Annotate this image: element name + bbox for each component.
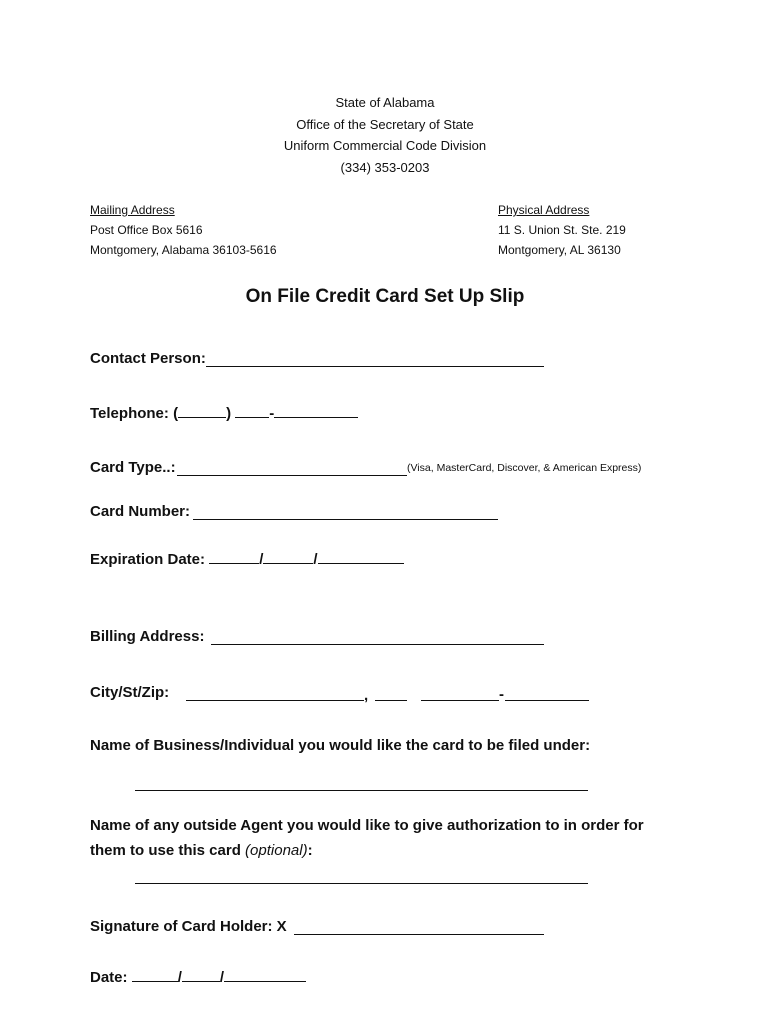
expiration-month[interactable] xyxy=(209,550,259,564)
header-office: Office of the Secretary of State xyxy=(296,117,474,132)
physical-address-heading: Physical Address xyxy=(498,203,590,217)
contact-person-label: Contact Person: xyxy=(90,350,206,367)
expiration-date-label: Expiration Date: xyxy=(90,551,206,568)
mailing-address-heading: Mailing Address xyxy=(90,203,175,217)
mailing-address-line1: Post Office Box 5616 xyxy=(90,223,203,237)
telephone-label: Telephone: xyxy=(90,405,169,422)
header-division: Uniform Commercial Code Division xyxy=(283,138,487,153)
expiration-year[interactable] xyxy=(318,550,404,564)
mailing-address-line2: Montgomery, Alabama 36103-5616 xyxy=(90,243,277,257)
date-field[interactable]: Date: / / xyxy=(90,968,306,986)
city-field[interactable] xyxy=(186,700,364,701)
zip-dash: - xyxy=(499,686,504,703)
city-state-zip-label: City/St/Zip: xyxy=(90,684,170,701)
expiration-day[interactable] xyxy=(263,550,313,564)
agent-label-line2: them to use this card (optional): xyxy=(90,842,313,859)
date-day[interactable] xyxy=(182,968,220,982)
contact-person-field[interactable] xyxy=(206,366,544,367)
agent-optional-note: (optional) xyxy=(245,842,308,859)
physical-address-line1: 11 S. Union St. Ste. 219 xyxy=(498,223,626,237)
agent-label-line1: Name of any outside Agent you would like to give authorization to in order for xyxy=(90,817,644,834)
date-label: Date: xyxy=(90,969,128,986)
comma-separator: , xyxy=(364,687,369,704)
card-type-label: Card Type..: xyxy=(90,459,176,476)
business-name-label: Name of Business/Individual you would like the card to be filed under: xyxy=(90,737,591,754)
zip-extension-field[interactable] xyxy=(505,700,589,701)
agent-name-field[interactable] xyxy=(135,883,588,884)
agent-label-text: them to use this card xyxy=(90,842,241,859)
date-month[interactable] xyxy=(132,968,178,982)
signature-field[interactable] xyxy=(294,934,544,935)
billing-address-field[interactable] xyxy=(211,644,544,645)
expiration-date-field[interactable]: Expiration Date: / / xyxy=(90,550,404,568)
card-number-label: Card Number: xyxy=(90,503,191,520)
telephone-prefix[interactable] xyxy=(235,404,269,418)
card-type-note: (Visa, MasterCard, Discover, & American Express) xyxy=(407,462,642,474)
header-state: State of Alabama xyxy=(335,95,435,110)
business-name-field[interactable] xyxy=(135,790,588,791)
billing-address-label: Billing Address: xyxy=(90,628,205,645)
telephone-number[interactable] xyxy=(274,404,358,418)
telephone-field[interactable]: Telephone: ( ) - xyxy=(90,404,358,422)
state-field[interactable] xyxy=(375,700,407,701)
header-phone: (334) 353-0203 xyxy=(340,160,430,175)
signature-label: Signature of Card Holder: X xyxy=(90,918,287,935)
physical-address-line2: Montgomery, AL 36130 xyxy=(498,243,621,257)
date-year[interactable] xyxy=(224,968,306,982)
form-title: On File Credit Card Set Up Slip xyxy=(245,286,525,307)
card-number-field[interactable] xyxy=(193,519,498,520)
zip-field[interactable] xyxy=(421,700,499,701)
card-type-field[interactable] xyxy=(177,475,407,476)
telephone-area-code: ( ) xyxy=(173,405,232,422)
